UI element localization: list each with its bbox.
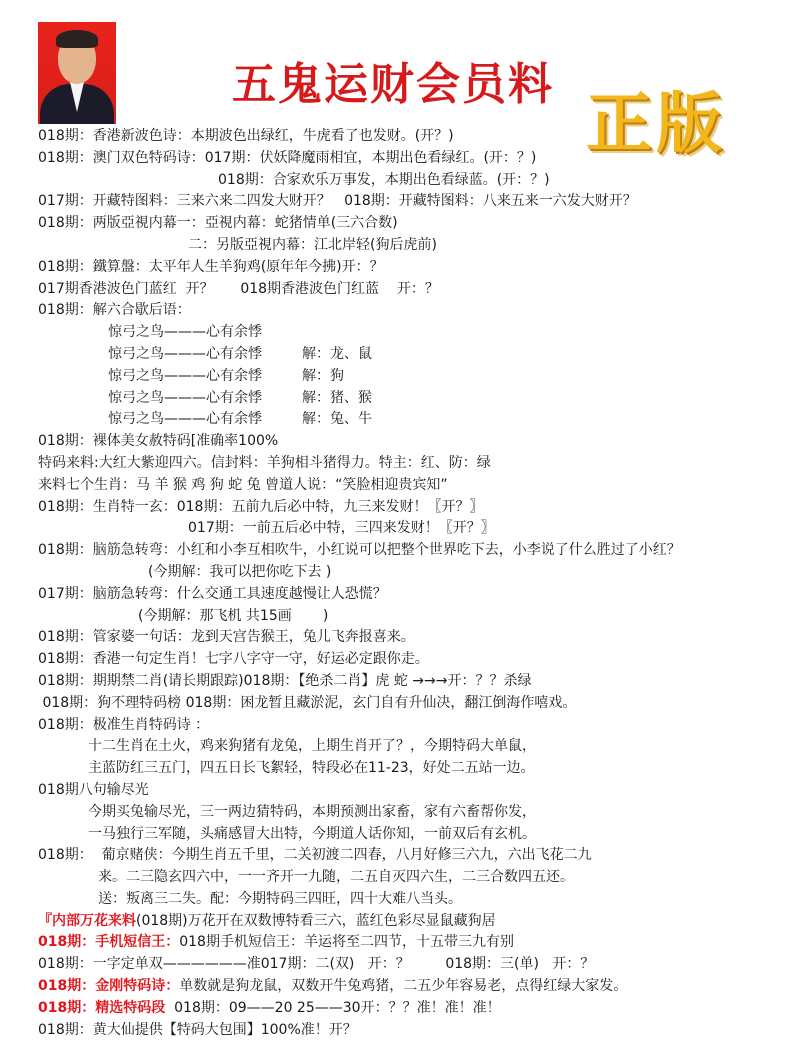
- line-text: 018期：黄大仙提供【特码大包围】100%准！开？: [38, 1021, 357, 1038]
- forecast-line: [0, 540, 795, 562]
- forecast-line: [0, 279, 795, 301]
- forecast-line: [0, 322, 795, 344]
- line-text: 018期八句输尽光: [38, 781, 149, 798]
- forecast-line: [0, 235, 795, 257]
- line-text: 018期：09——20 25——30开：？？准！准！准！: [165, 999, 501, 1016]
- forecast-line: [0, 976, 795, 998]
- line-text: 018期：澳门双色特码诗：017期：伏妖降魔雨相宜，本期出色看绿红。(开：？): [38, 149, 537, 166]
- line-text: 单数就是狗龙鼠，双数开牛兔鸡猪，二五少年容易老，点得红绿大家发。: [179, 978, 628, 995]
- line-text: 018期：两版亞視内幕一：亞視内幕：蛇猪情单(三六合数): [38, 215, 398, 232]
- forecast-line: [0, 409, 795, 431]
- forecast-line: [0, 802, 795, 824]
- line-text: 送：叛离三二失。配：今期特码三四旺，四十大难八当头。: [98, 890, 462, 907]
- forecast-line: [0, 758, 795, 780]
- line-text: 今期买兔输尽光，三一两边猜特码，本期预测出家畜，家有六畜帮你发，: [88, 803, 536, 820]
- line-text: 惊弓之鸟———心有余悸 解：兔、牛: [108, 411, 373, 428]
- forecast-line: [0, 845, 795, 867]
- forecast-line: [0, 257, 795, 279]
- forecast-line: [0, 867, 795, 889]
- highlight-label: 018期：精选特码段: [38, 999, 166, 1016]
- line-text: 惊弓之鸟———心有余悸 解：龙、鼠: [108, 345, 373, 362]
- forecast-line: [0, 213, 795, 235]
- forecast-line: [0, 497, 795, 519]
- forecast-line: [0, 518, 795, 540]
- forecast-line: [0, 148, 795, 170]
- forecast-line: [0, 388, 795, 410]
- forecast-line: [0, 584, 795, 606]
- forecast-line: [0, 453, 795, 475]
- line-text: 惊弓之鸟———心有余悸 解：猪、猴: [108, 389, 373, 406]
- forecast-line: [0, 191, 795, 213]
- line-text: 018期：极准生肖特码诗 ：: [38, 716, 210, 733]
- forecast-line: [0, 344, 795, 366]
- page-title: 五鬼运财会员料: [232, 59, 554, 110]
- line-text: 特码来料:大红大紫迎四六。信封料：羊狗相斗猪得力。特主：红、防：绿: [38, 454, 491, 471]
- photo-hair: [56, 30, 98, 48]
- forecast-line: [0, 475, 795, 497]
- forecast-line: [0, 300, 795, 322]
- forecast-line: [0, 1020, 795, 1041]
- forecast-line: [0, 932, 795, 954]
- line-text: 017期：脑筋急转弯：什么交通工具速度越慢让人恐慌？: [38, 585, 387, 602]
- line-text: 018期手机短信王：羊运将至二四节，十五带三九有别: [179, 934, 514, 951]
- forecast-line: [0, 431, 795, 453]
- forecast-line: [0, 998, 795, 1020]
- forecast-line: [0, 671, 795, 693]
- line-text: 018期：鐵算盤：太平年人生羊狗鸡(原年年今拂)开：？: [38, 258, 384, 275]
- highlight-label: 『内部万花来料: [38, 912, 136, 929]
- line-text: 一马独行三军随，头痛感冒大出特，今期道人话你知，一前双后有玄机。: [88, 825, 536, 842]
- line-text: 018期：解六合歇后语：: [38, 302, 191, 319]
- forecast-line: [0, 911, 795, 933]
- line-text: 惊弓之鸟———心有余悸: [108, 324, 262, 341]
- line-text: 018期： 葡京赌侠：今期生肖五千里，二关初渡二四春，八月好修三六九，六出飞花二九: [38, 847, 592, 864]
- highlight-label: 018期：手机短信王：: [38, 934, 180, 951]
- line-text: 来料七个生肖：马 羊 猴 鸡 狗 蛇 兔 曾道人说：“笑脸相迎贵宾知”: [38, 476, 448, 493]
- forecast-line: [0, 824, 795, 846]
- line-text: 018期：期期禁二肖(请长期跟踪)018期：【绝杀二肖】虎 蛇 →→→开：？？杀绿: [38, 672, 532, 689]
- line-text: 018期：脑筋急转弯：小红和小李互相吹牛，小红说可以把整个世界吃下去，小李说了什么胜过了小红？: [38, 542, 681, 559]
- forecast-line: [0, 366, 795, 388]
- line-text: 018期：狗不理特码榜 018期：困龙暂且藏淤泥，玄门自有升仙决，翻江倒海作嘻戏。: [38, 694, 577, 711]
- forecast-line: [0, 715, 795, 737]
- highlight-label: 018期：金刚特码诗：: [38, 978, 180, 995]
- line-text: 017期：开藏特图料：三来六来二四发大财开？ 018期：开藏特图料：八来五来一六发大财开？: [38, 193, 637, 210]
- line-text: 主蓝防红三五门，四五日长飞絮轻，特段必在11-23，好处二五站一边。: [88, 760, 535, 777]
- line-text: 018期：一字定单双——————准017期：二(双) 开：？ 018期：三(单) 开：？: [38, 956, 595, 973]
- line-text: 018期：管家婆一句话：龙到天宫告猴王，兔儿飞奔报喜来。: [38, 629, 415, 646]
- forecast-line: [0, 693, 795, 715]
- line-text: 018期：合家欢乐万事发，本期出色看绿蓝。(开：？): [218, 171, 550, 188]
- header-photo: [38, 22, 116, 124]
- forecast-list: [0, 126, 795, 1041]
- line-text: (018期)万花开在双数博特看三六，蓝红色彩尽显鼠藏狗居: [136, 912, 496, 929]
- forecast-line: [0, 736, 795, 758]
- forecast-line: [0, 126, 795, 148]
- line-text: (今期解：那飞机 共15画 ): [138, 607, 329, 624]
- line-text: 017期：一前五后必中特，三四来发财！〖开？〗: [188, 520, 495, 537]
- forecast-line: [0, 627, 795, 649]
- genuine-stamp: 正版: [586, 84, 726, 162]
- forecast-line: [0, 606, 795, 628]
- line-text: 二：另版亞視内幕：江北岸轻(狗后虎前): [188, 236, 437, 253]
- forecast-line: [0, 954, 795, 976]
- forecast-line: [0, 889, 795, 911]
- line-text: 017期香港波色门蓝红 开？ 018期香港波色门红蓝 开：？: [38, 280, 439, 297]
- forecast-line: [0, 649, 795, 671]
- forecast-line: [0, 780, 795, 802]
- line-text: 018期：香港新波色诗：本期波色出绿红，牛虎看了也发财。(开？): [38, 128, 454, 144]
- forecast-line: [0, 170, 795, 192]
- line-text: 018期：生肖特一玄：018期：五前九后必中特，九三来发财！〖开？〗: [38, 498, 484, 515]
- line-text: (今期解：我可以把你吃下去 ): [148, 563, 332, 580]
- line-text: 来。二三隐玄四六中，一一齐开一九随，二五自灭四六生，二三合数四五还。: [98, 869, 574, 886]
- line-text: 018期：裸体美女赦特码[准确率100%: [38, 433, 279, 450]
- line-text: 惊弓之鸟———心有余悸 解：狗: [108, 367, 345, 384]
- forecast-line: [0, 562, 795, 584]
- line-text: 018期：香港一句定生肖！七字八字守一守，好运必定跟你走。: [38, 651, 429, 668]
- line-text: 十二生肖在土火，鸡来狗猪有龙兔，上期生肖开了？，今期特码大单鼠，: [88, 738, 536, 755]
